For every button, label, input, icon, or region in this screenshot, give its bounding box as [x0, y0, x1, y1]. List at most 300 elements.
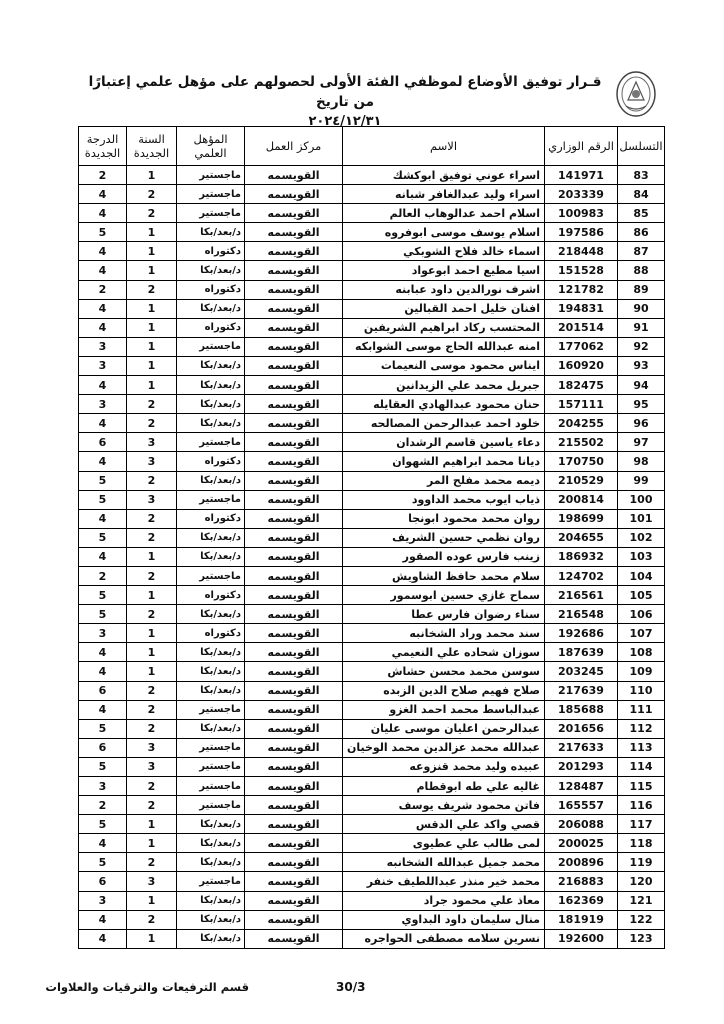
cell-serial: 110	[618, 681, 665, 700]
table-row	[79, 242, 665, 261]
cell-name: سلام محمد حافظ الشاويش	[343, 566, 545, 585]
cell-new-year: 2	[127, 185, 177, 204]
cell-ministry-no: 124702	[545, 566, 618, 585]
cell-work-center: القويسمه	[245, 185, 343, 204]
cell-ministry-no: 192600	[545, 929, 618, 948]
cell-ministry-no: 165557	[545, 796, 618, 815]
cell-new-year: 2	[127, 414, 177, 433]
cell-serial: 97	[618, 433, 665, 452]
cell-name: اشرف نورالدين داود عبابنه	[343, 280, 545, 299]
cell-new-grade: 4	[79, 185, 127, 204]
cell-work-center: القويسمه	[245, 356, 343, 375]
cell-work-center: القويسمه	[245, 280, 343, 299]
cell-serial: 83	[618, 166, 665, 185]
cell-new-year: 1	[127, 261, 177, 280]
cell-work-center: القويسمه	[245, 643, 343, 662]
cell-new-year: 1	[127, 166, 177, 185]
cell-new-year: 2	[127, 681, 177, 700]
cell-qualification: ماجستير	[177, 185, 245, 204]
cell-name: امنه عبدالله الحاج موسى الشوابكه	[343, 337, 545, 356]
table-row	[79, 872, 665, 891]
table-row	[79, 337, 665, 356]
cell-name: سماح غازي حسين ابوسمور	[343, 586, 545, 605]
cell-new-grade: 4	[79, 643, 127, 662]
cell-ministry-no: 141971	[545, 166, 618, 185]
cell-new-year: 2	[127, 471, 177, 490]
table-row	[79, 509, 665, 528]
cell-qualification: د/بعد/بكا	[177, 815, 245, 834]
cell-new-grade: 3	[79, 891, 127, 910]
cell-qualification: دكتوراه	[177, 624, 245, 643]
cell-name: نسرين سلامه مصطفى الحواجره	[343, 929, 545, 948]
cell-work-center: القويسمه	[245, 757, 343, 776]
cell-new-grade: 5	[79, 605, 127, 624]
cell-ministry-no: 218448	[545, 242, 618, 261]
cell-work-center: القويسمه	[245, 261, 343, 280]
cell-new-grade: 2	[79, 280, 127, 299]
cell-new-grade: 6	[79, 681, 127, 700]
cell-serial: 107	[618, 624, 665, 643]
table-row	[79, 471, 665, 490]
table-row	[79, 662, 665, 681]
cell-new-year: 2	[127, 566, 177, 585]
cell-work-center: القويسمه	[245, 910, 343, 929]
cell-new-grade: 4	[79, 910, 127, 929]
cell-name: جبريل محمد علي الزيدانين	[343, 376, 545, 395]
cell-name: خلود احمد عبدالرحمن المصالحه	[343, 414, 545, 433]
cell-name: عبدالله محمد عزالدين محمد الوخيان	[343, 738, 545, 757]
cell-serial: 111	[618, 700, 665, 719]
cell-ministry-no: 194831	[545, 299, 618, 318]
cell-new-year: 2	[127, 910, 177, 929]
cell-name: اسلام احمد عدالوهاب العالم	[343, 204, 545, 223]
cell-new-year: 1	[127, 318, 177, 337]
cell-work-center: القويسمه	[245, 605, 343, 624]
cell-name: اسماء خالد فلاح الشوبكي	[343, 242, 545, 261]
table-row	[79, 738, 665, 757]
cell-ministry-no: 160920	[545, 356, 618, 375]
cell-work-center: القويسمه	[245, 624, 343, 643]
cell-name: عبدالباسط محمد احمد الغزو	[343, 700, 545, 719]
cell-serial: 120	[618, 872, 665, 891]
cell-work-center: القويسمه	[245, 586, 343, 605]
cell-qualification: د/بعد/بكا	[177, 834, 245, 853]
table-row	[79, 376, 665, 395]
cell-serial: 116	[618, 796, 665, 815]
cell-ministry-no: 186932	[545, 547, 618, 566]
cell-qualification: د/بعد/بكا	[177, 910, 245, 929]
cell-work-center: القويسمه	[245, 299, 343, 318]
cell-new-year: 2	[127, 204, 177, 223]
cell-ministry-no: 121782	[545, 280, 618, 299]
cell-new-year: 1	[127, 586, 177, 605]
cell-name: عبدالرحمن اعليان موسى عليان	[343, 719, 545, 738]
cell-ministry-no: 201293	[545, 757, 618, 776]
cell-new-grade: 5	[79, 586, 127, 605]
table-row	[79, 719, 665, 738]
cell-work-center: القويسمه	[245, 738, 343, 757]
cell-qualification: د/بعد/بكا	[177, 681, 245, 700]
cell-serial: 103	[618, 547, 665, 566]
cell-qualification: ماجستير	[177, 796, 245, 815]
cell-new-year: 3	[127, 738, 177, 757]
cell-serial: 96	[618, 414, 665, 433]
cell-new-grade: 4	[79, 261, 127, 280]
cell-serial: 106	[618, 605, 665, 624]
header-work-center: مركز العمل	[245, 127, 343, 166]
cell-new-grade: 4	[79, 547, 127, 566]
cell-new-grade: 5	[79, 490, 127, 509]
cell-ministry-no: 182475	[545, 376, 618, 395]
cell-serial: 109	[618, 662, 665, 681]
cell-name: اسلام يوسف موسى ابوفروه	[343, 223, 545, 242]
cell-name: حنان محمود عبدالهادي العقايله	[343, 395, 545, 414]
cell-new-year: 1	[127, 242, 177, 261]
cell-serial: 123	[618, 929, 665, 948]
cell-ministry-no: 192686	[545, 624, 618, 643]
cell-name: سناء رضوان فارس عطا	[343, 605, 545, 624]
cell-work-center: القويسمه	[245, 719, 343, 738]
cell-work-center: القويسمه	[245, 872, 343, 891]
table-row	[79, 643, 665, 662]
cell-name: منال سليمان داود البداوي	[343, 910, 545, 929]
cell-ministry-no: 151528	[545, 261, 618, 280]
document-title	[80, 72, 610, 132]
cell-new-year: 2	[127, 509, 177, 528]
cell-ministry-no: 201656	[545, 719, 618, 738]
cell-work-center: القويسمه	[245, 700, 343, 719]
cell-new-year: 1	[127, 815, 177, 834]
cell-ministry-no: 162369	[545, 891, 618, 910]
cell-name: اسيا مطيع احمد ابوعواد	[343, 261, 545, 280]
cell-work-center: القويسمه	[245, 834, 343, 853]
table-row	[79, 318, 665, 337]
table-row	[79, 414, 665, 433]
table-row	[79, 261, 665, 280]
cell-ministry-no: 128487	[545, 777, 618, 796]
cell-ministry-no: 206088	[545, 815, 618, 834]
cell-serial: 91	[618, 318, 665, 337]
cell-new-grade: 4	[79, 662, 127, 681]
cell-serial: 84	[618, 185, 665, 204]
cell-new-grade: 6	[79, 738, 127, 757]
cell-qualification: د/بعد/بكا	[177, 891, 245, 910]
cell-serial: 99	[618, 471, 665, 490]
cell-qualification: د/بعد/بكا	[177, 299, 245, 318]
cell-qualification: دكتوراه	[177, 509, 245, 528]
cell-qualification: دكتوراه	[177, 242, 245, 261]
cell-work-center: القويسمه	[245, 242, 343, 261]
cell-ministry-no: 203245	[545, 662, 618, 681]
cell-new-year: 1	[127, 929, 177, 948]
cell-qualification: ماجستير	[177, 566, 245, 585]
cell-name: محمد خير منذر عبداللطيف خنفر	[343, 872, 545, 891]
cell-new-year: 3	[127, 872, 177, 891]
table-row	[79, 528, 665, 547]
cell-new-year: 1	[127, 834, 177, 853]
table-row	[79, 910, 665, 929]
cell-work-center: القويسمه	[245, 318, 343, 337]
cell-ministry-no: 185688	[545, 700, 618, 719]
cell-new-grade: 3	[79, 624, 127, 643]
cell-work-center: القويسمه	[245, 376, 343, 395]
cell-ministry-no: 217639	[545, 681, 618, 700]
cell-qualification: د/بعد/بكا	[177, 471, 245, 490]
cell-serial: 117	[618, 815, 665, 834]
cell-new-grade: 4	[79, 929, 127, 948]
table-row	[79, 490, 665, 509]
table-row	[79, 356, 665, 375]
cell-name: المحتسب ركاد ابراهيم الشريفين	[343, 318, 545, 337]
cell-new-grade: 4	[79, 376, 127, 395]
cell-work-center: القويسمه	[245, 223, 343, 242]
cell-qualification: دكتوراه	[177, 280, 245, 299]
cell-ministry-no: 204655	[545, 528, 618, 547]
cell-serial: 108	[618, 643, 665, 662]
cell-new-year: 1	[127, 547, 177, 566]
cell-new-grade: 4	[79, 700, 127, 719]
cell-serial: 94	[618, 376, 665, 395]
table-row	[79, 834, 665, 853]
cell-new-year: 2	[127, 395, 177, 414]
cell-new-year: 2	[127, 853, 177, 872]
cell-new-grade: 4	[79, 414, 127, 433]
cell-new-grade: 4	[79, 318, 127, 337]
table-row	[79, 166, 665, 185]
cell-name: سوزان شحاده علي النعيمي	[343, 643, 545, 662]
cell-name: ديانا محمد ابراهيم الشهوان	[343, 452, 545, 471]
cell-serial: 85	[618, 204, 665, 223]
cell-ministry-no: 187639	[545, 643, 618, 662]
header-new-grade: الدرجة الجديدة	[79, 127, 127, 166]
cell-name: افنان خليل احمد القبالين	[343, 299, 545, 318]
table-row	[79, 929, 665, 948]
cell-serial: 100	[618, 490, 665, 509]
cell-new-grade: 5	[79, 528, 127, 547]
cell-name: اسراء وليد عبدالغافر شبانه	[343, 185, 545, 204]
cell-name: قصي واكد علي الدقس	[343, 815, 545, 834]
cell-serial: 98	[618, 452, 665, 471]
cell-name: ايناس محمود موسى النعيمات	[343, 356, 545, 375]
cell-serial: 92	[618, 337, 665, 356]
cell-serial: 122	[618, 910, 665, 929]
cell-qualification: د/بعد/بكا	[177, 261, 245, 280]
table-row	[79, 796, 665, 815]
cell-new-grade: 5	[79, 757, 127, 776]
cell-work-center: القويسمه	[245, 166, 343, 185]
cell-new-year: 3	[127, 757, 177, 776]
cell-qualification: د/بعد/بكا	[177, 356, 245, 375]
cell-name: سوسن محمد محسن حشاش	[343, 662, 545, 681]
table-row	[79, 280, 665, 299]
cell-new-grade: 6	[79, 433, 127, 452]
header-serial: التسلسل	[618, 127, 665, 166]
title-date: ٢٠٢٤/١٢/٣١	[308, 114, 382, 129]
header-ministry-no: الرقم الوزاري	[545, 127, 618, 166]
cell-new-grade: 5	[79, 853, 127, 872]
cell-new-grade: 3	[79, 395, 127, 414]
table-row	[79, 452, 665, 471]
cell-ministry-no: 100983	[545, 204, 618, 223]
table-row	[79, 586, 665, 605]
cell-new-grade: 5	[79, 815, 127, 834]
cell-qualification: ماجستير	[177, 872, 245, 891]
cell-new-grade: 5	[79, 471, 127, 490]
cell-new-year: 1	[127, 643, 177, 662]
cell-new-grade: 6	[79, 872, 127, 891]
table-row	[79, 777, 665, 796]
cell-name: لمى طالب علي عطيوى	[343, 834, 545, 853]
cell-serial: 87	[618, 242, 665, 261]
cell-name: ذياب ايوب محمد الداوود	[343, 490, 545, 509]
cell-work-center: القويسمه	[245, 471, 343, 490]
cell-work-center: القويسمه	[245, 490, 343, 509]
cell-ministry-no: 216883	[545, 872, 618, 891]
cell-qualification: د/بعد/بكا	[177, 929, 245, 948]
cell-ministry-no: 200814	[545, 490, 618, 509]
table-row	[79, 547, 665, 566]
cell-new-grade: 3	[79, 337, 127, 356]
cell-work-center: القويسمه	[245, 414, 343, 433]
table-row	[79, 605, 665, 624]
cell-qualification: ماجستير	[177, 777, 245, 796]
cell-work-center: القويسمه	[245, 853, 343, 872]
cell-new-year: 1	[127, 662, 177, 681]
cell-new-year: 2	[127, 280, 177, 299]
cell-work-center: القويسمه	[245, 452, 343, 471]
cell-new-year: 1	[127, 356, 177, 375]
cell-serial: 101	[618, 509, 665, 528]
cell-new-year: 3	[127, 433, 177, 452]
cell-serial: 104	[618, 566, 665, 585]
cell-serial: 95	[618, 395, 665, 414]
cell-new-year: 3	[127, 452, 177, 471]
table-row	[79, 204, 665, 223]
cell-qualification: د/بعد/بكا	[177, 719, 245, 738]
cell-qualification: د/بعد/بكا	[177, 662, 245, 681]
cell-ministry-no: 216561	[545, 586, 618, 605]
cell-qualification: ماجستير	[177, 738, 245, 757]
cell-new-year: 1	[127, 299, 177, 318]
title-text: قـرار توفيق الأوضاع لموظفي الفئة الأولى لحصولهم على مؤهل علمي إعتبارًا من تاريخ	[88, 74, 602, 110]
cell-name: اسراء عوني توفيق ابوكشك	[343, 166, 545, 185]
cell-work-center: القويسمه	[245, 433, 343, 452]
table-row	[79, 815, 665, 834]
cell-name: دعاء ياسين قاسم الرشدان	[343, 433, 545, 452]
cell-ministry-no: 215502	[545, 433, 618, 452]
cell-new-grade: 2	[79, 166, 127, 185]
cell-name: صلاح فهيم صلاح الدين الزبده	[343, 681, 545, 700]
cell-qualification: د/بعد/بكا	[177, 528, 245, 547]
cell-ministry-no: 200025	[545, 834, 618, 853]
cell-work-center: القويسمه	[245, 777, 343, 796]
cell-work-center: القويسمه	[245, 662, 343, 681]
cell-qualification: دكتوراه	[177, 318, 245, 337]
cell-serial: 105	[618, 586, 665, 605]
cell-serial: 90	[618, 299, 665, 318]
cell-new-year: 3	[127, 490, 177, 509]
employees-table	[78, 126, 665, 949]
cell-ministry-no: 216548	[545, 605, 618, 624]
table-row	[79, 700, 665, 719]
cell-serial: 102	[618, 528, 665, 547]
cell-name: سند محمد وراد الشخانبه	[343, 624, 545, 643]
cell-serial: 112	[618, 719, 665, 738]
emblem-logo-icon	[614, 70, 658, 118]
cell-new-year: 2	[127, 719, 177, 738]
cell-new-grade: 4	[79, 299, 127, 318]
cell-ministry-no: 204255	[545, 414, 618, 433]
cell-new-year: 2	[127, 605, 177, 624]
cell-serial: 89	[618, 280, 665, 299]
cell-ministry-no: 198699	[545, 509, 618, 528]
table-row	[79, 757, 665, 776]
cell-ministry-no: 210529	[545, 471, 618, 490]
cell-name: روان محمد محمود ابونجا	[343, 509, 545, 528]
cell-serial: 114	[618, 757, 665, 776]
header-name: الاسم	[343, 127, 545, 166]
cell-new-grade: 4	[79, 242, 127, 261]
cell-name: محمد جميل عبدالله الشخانبه	[343, 853, 545, 872]
table-row	[79, 433, 665, 452]
cell-qualification: ماجستير	[177, 700, 245, 719]
cell-new-grade: 4	[79, 204, 127, 223]
cell-qualification: د/بعد/بكا	[177, 643, 245, 662]
cell-new-year: 2	[127, 796, 177, 815]
cell-ministry-no: 181919	[545, 910, 618, 929]
cell-serial: 113	[618, 738, 665, 757]
cell-work-center: القويسمه	[245, 204, 343, 223]
table-row	[79, 299, 665, 318]
cell-qualification: ماجستير	[177, 166, 245, 185]
cell-qualification: ماجستير	[177, 433, 245, 452]
table-row	[79, 566, 665, 585]
cell-new-year: 2	[127, 700, 177, 719]
cell-new-year: 1	[127, 376, 177, 395]
cell-qualification: د/بعد/بكا	[177, 395, 245, 414]
cell-work-center: القويسمه	[245, 337, 343, 356]
department-name: قسم الترفيعات والترقيات والعلاوات	[45, 980, 249, 994]
page-number: 30/3	[336, 980, 366, 994]
cell-name: ديمه محمد مفلح المر	[343, 471, 545, 490]
cell-ministry-no: 203339	[545, 185, 618, 204]
cell-work-center: القويسمه	[245, 796, 343, 815]
cell-serial: 93	[618, 356, 665, 375]
table-row	[79, 185, 665, 204]
cell-name: غاليه علي طه ابوقطام	[343, 777, 545, 796]
cell-new-grade: 2	[79, 566, 127, 585]
cell-serial: 118	[618, 834, 665, 853]
cell-serial: 119	[618, 853, 665, 872]
cell-name: معاذ علي محمود جراد	[343, 891, 545, 910]
cell-new-grade: 4	[79, 509, 127, 528]
cell-qualification: ماجستير	[177, 757, 245, 776]
table-row	[79, 395, 665, 414]
cell-qualification: د/بعد/بكا	[177, 376, 245, 395]
cell-name: عبيده وليد محمد قنزوعه	[343, 757, 545, 776]
table-row	[79, 624, 665, 643]
cell-qualification: د/بعد/بكا	[177, 853, 245, 872]
cell-qualification: ماجستير	[177, 490, 245, 509]
header-new-year: السنة الجديدة	[127, 127, 177, 166]
cell-new-year: 1	[127, 337, 177, 356]
cell-ministry-no: 170750	[545, 452, 618, 471]
cell-qualification: د/بعد/بكا	[177, 223, 245, 242]
cell-qualification: د/بعد/بكا	[177, 547, 245, 566]
cell-new-year: 2	[127, 528, 177, 547]
cell-work-center: القويسمه	[245, 395, 343, 414]
cell-serial: 88	[618, 261, 665, 280]
